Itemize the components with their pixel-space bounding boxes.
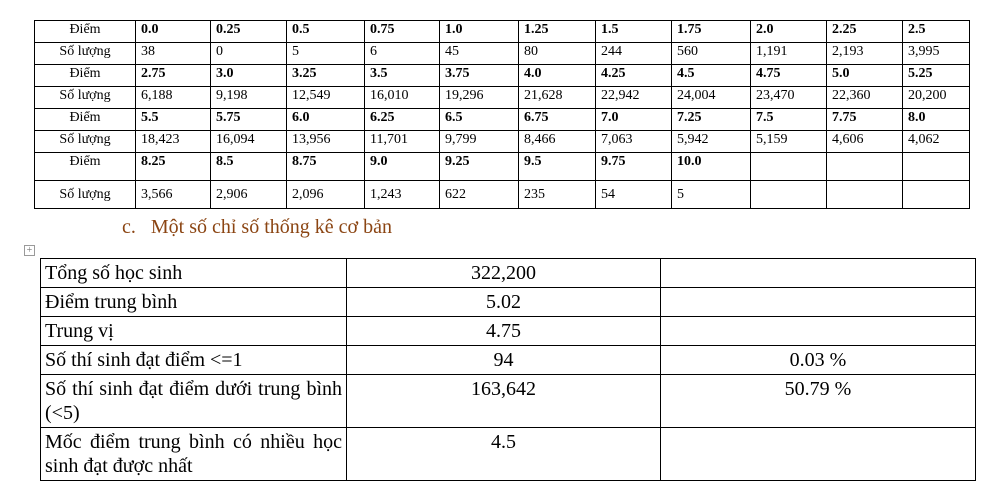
stat-value: 5.02 bbox=[347, 288, 661, 317]
count-cell: 16,094 bbox=[211, 131, 287, 153]
score-cell: 9.5 bbox=[519, 153, 596, 181]
score-cell: 5.75 bbox=[211, 109, 287, 131]
score-cell: 2.25 bbox=[827, 21, 903, 43]
stat-percent: 50.79 % bbox=[661, 375, 976, 428]
count-row-label: Số lượng bbox=[35, 43, 136, 65]
score-cell: 0.25 bbox=[211, 21, 287, 43]
count-cell: 45 bbox=[440, 43, 519, 65]
score-cell: 9.25 bbox=[440, 153, 519, 181]
stats-row bbox=[41, 428, 976, 481]
count-cell: 21,628 bbox=[519, 87, 596, 109]
stat-percent bbox=[661, 317, 976, 346]
count-cell: 16,010 bbox=[365, 87, 440, 109]
score-cell: 9.75 bbox=[596, 153, 672, 181]
score-cell: 1.5 bbox=[596, 21, 672, 43]
stat-percent bbox=[661, 428, 976, 481]
score-cell: 4.5 bbox=[672, 65, 751, 87]
stat-percent bbox=[661, 288, 976, 317]
count-cell: 0 bbox=[211, 43, 287, 65]
count-cell: 5 bbox=[287, 43, 365, 65]
count-cell: 6,188 bbox=[136, 87, 211, 109]
score-cell: 0.5 bbox=[287, 21, 365, 43]
count-cell: 38 bbox=[136, 43, 211, 65]
count-cell bbox=[903, 181, 970, 209]
count-cell: 2,193 bbox=[827, 43, 903, 65]
stats-row bbox=[41, 259, 976, 288]
score-cell: 0.75 bbox=[365, 21, 440, 43]
count-cell: 12,549 bbox=[287, 87, 365, 109]
basic-statistics-table bbox=[40, 258, 976, 481]
count-cell: 11,701 bbox=[365, 131, 440, 153]
count-cell: 54 bbox=[596, 181, 672, 209]
score-cell: 3.0 bbox=[211, 65, 287, 87]
stat-label: Tổng số học sinh bbox=[41, 259, 347, 288]
count-cell: 7,063 bbox=[596, 131, 672, 153]
count-cell bbox=[751, 181, 827, 209]
count-cell: 3,566 bbox=[136, 181, 211, 209]
score-cell: 3.25 bbox=[287, 65, 365, 87]
score-row-label: Điểm bbox=[35, 109, 136, 131]
stats-row bbox=[41, 375, 976, 428]
stat-percent: 0.03 % bbox=[661, 346, 976, 375]
score-cell: 2.75 bbox=[136, 65, 211, 87]
count-cell: 244 bbox=[596, 43, 672, 65]
stat-label: Trung vị bbox=[41, 317, 347, 346]
score-cell: 7.25 bbox=[672, 109, 751, 131]
count-cell: 20,200 bbox=[903, 87, 970, 109]
score-cell: 5.25 bbox=[903, 65, 970, 87]
score-cell: 1.25 bbox=[519, 21, 596, 43]
count-row bbox=[35, 181, 970, 209]
count-cell: 18,423 bbox=[136, 131, 211, 153]
score-cell: 5.0 bbox=[827, 65, 903, 87]
section-heading: c. Một số chỉ số thống kê cơ bản bbox=[122, 216, 392, 238]
count-cell: 3,995 bbox=[903, 43, 970, 65]
count-cell: 9,799 bbox=[440, 131, 519, 153]
count-row-label: Số lượng bbox=[35, 181, 136, 209]
table-move-handle-icon[interactable]: + bbox=[24, 245, 35, 256]
count-cell: 9,198 bbox=[211, 87, 287, 109]
count-cell: 560 bbox=[672, 43, 751, 65]
score-cell: 3.75 bbox=[440, 65, 519, 87]
score-cell: 4.75 bbox=[751, 65, 827, 87]
count-cell: 2,906 bbox=[211, 181, 287, 209]
count-cell bbox=[827, 181, 903, 209]
stat-value: 4.5 bbox=[347, 428, 661, 481]
score-cell: 10.0 bbox=[672, 153, 751, 181]
score-cell: 7.75 bbox=[827, 109, 903, 131]
count-row-label: Số lượng bbox=[35, 87, 136, 109]
score-cell: 1.0 bbox=[440, 21, 519, 43]
stat-value: 94 bbox=[347, 346, 661, 375]
stats-row bbox=[41, 346, 976, 375]
score-cell: 6.75 bbox=[519, 109, 596, 131]
count-cell: 4,606 bbox=[827, 131, 903, 153]
score-cell bbox=[903, 153, 970, 181]
count-cell: 22,942 bbox=[596, 87, 672, 109]
score-row bbox=[35, 21, 970, 43]
score-row-label: Điểm bbox=[35, 21, 136, 43]
count-row bbox=[35, 87, 970, 109]
score-cell: 9.0 bbox=[365, 153, 440, 181]
score-cell: 3.5 bbox=[365, 65, 440, 87]
stat-label: Mốc điểm trung bình có nhiều học sinh đạt được nhất bbox=[41, 428, 347, 481]
score-cell: 6.0 bbox=[287, 109, 365, 131]
score-cell: 8.25 bbox=[136, 153, 211, 181]
count-row bbox=[35, 43, 970, 65]
count-row-label: Số lượng bbox=[35, 131, 136, 153]
score-cell: 1.75 bbox=[672, 21, 751, 43]
score-cell: 2.0 bbox=[751, 21, 827, 43]
count-cell: 24,004 bbox=[672, 87, 751, 109]
score-cell: 6.25 bbox=[365, 109, 440, 131]
count-cell: 22,360 bbox=[827, 87, 903, 109]
score-cell bbox=[827, 153, 903, 181]
count-cell: 1,243 bbox=[365, 181, 440, 209]
count-cell: 2,096 bbox=[287, 181, 365, 209]
score-row-label: Điểm bbox=[35, 65, 136, 87]
stat-label: Số thí sinh đạt điểm dưới trung bình (<5) bbox=[41, 375, 347, 428]
stat-value: 163,642 bbox=[347, 375, 661, 428]
count-cell: 235 bbox=[519, 181, 596, 209]
score-row bbox=[35, 153, 970, 181]
stats-row bbox=[41, 317, 976, 346]
count-cell: 13,956 bbox=[287, 131, 365, 153]
score-row bbox=[35, 65, 970, 87]
count-cell: 8,466 bbox=[519, 131, 596, 153]
score-cell: 6.5 bbox=[440, 109, 519, 131]
score-cell: 8.75 bbox=[287, 153, 365, 181]
count-cell: 5 bbox=[672, 181, 751, 209]
stat-value: 322,200 bbox=[347, 259, 661, 288]
score-cell: 5.5 bbox=[136, 109, 211, 131]
count-cell: 622 bbox=[440, 181, 519, 209]
stat-value: 4.75 bbox=[347, 317, 661, 346]
count-cell: 19,296 bbox=[440, 87, 519, 109]
count-cell: 6 bbox=[365, 43, 440, 65]
count-cell: 5,942 bbox=[672, 131, 751, 153]
stat-label: Số thí sinh đạt điểm <=1 bbox=[41, 346, 347, 375]
score-cell: 8.0 bbox=[903, 109, 970, 131]
score-cell: 8.5 bbox=[211, 153, 287, 181]
score-cell: 7.0 bbox=[596, 109, 672, 131]
count-row bbox=[35, 131, 970, 153]
score-cell bbox=[751, 153, 827, 181]
count-cell: 4,062 bbox=[903, 131, 970, 153]
score-cell: 4.25 bbox=[596, 65, 672, 87]
score-row bbox=[35, 109, 970, 131]
stats-row bbox=[41, 288, 976, 317]
stat-label: Điểm trung bình bbox=[41, 288, 347, 317]
score-cell: 4.0 bbox=[519, 65, 596, 87]
score-cell: 2.5 bbox=[903, 21, 970, 43]
stat-percent bbox=[661, 259, 976, 288]
count-cell: 80 bbox=[519, 43, 596, 65]
count-cell: 1,191 bbox=[751, 43, 827, 65]
score-distribution-table bbox=[34, 20, 970, 209]
score-cell: 7.5 bbox=[751, 109, 827, 131]
score-cell: 0.0 bbox=[136, 21, 211, 43]
count-cell: 5,159 bbox=[751, 131, 827, 153]
score-row-label: Điểm bbox=[35, 153, 136, 181]
count-cell: 23,470 bbox=[751, 87, 827, 109]
